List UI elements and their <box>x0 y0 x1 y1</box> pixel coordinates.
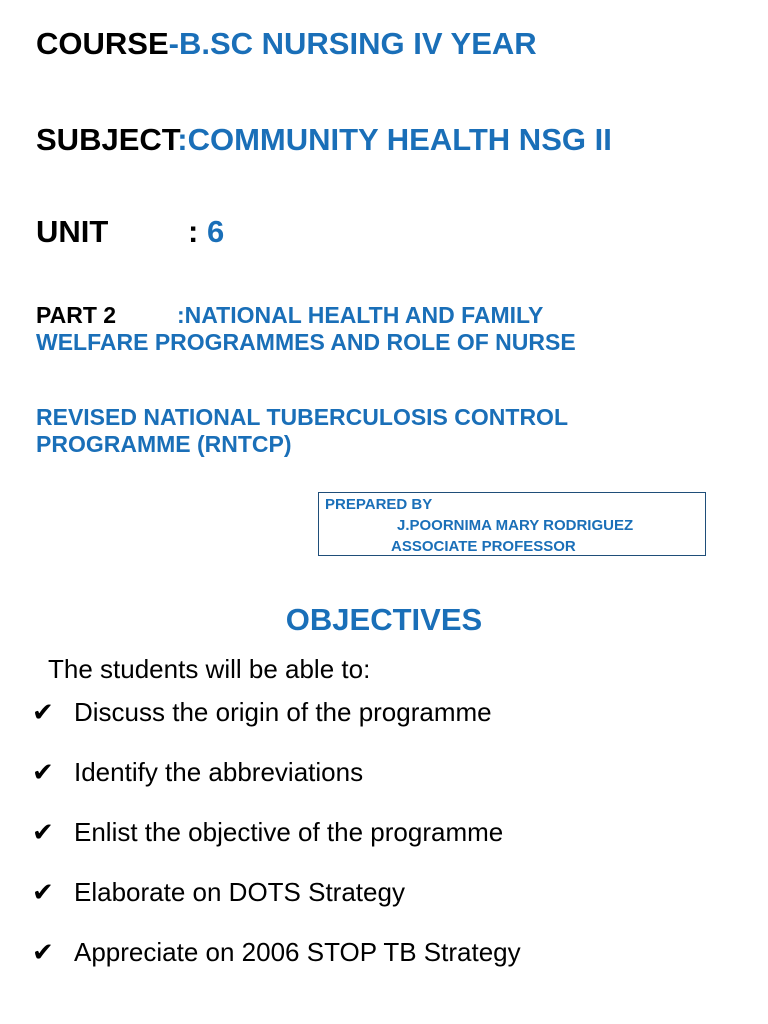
objectives-intro: The students will be able to: <box>48 654 371 684</box>
programme-title <box>36 404 568 458</box>
course-value: -B.SC NURSING IV YEAR <box>168 26 537 61</box>
objective-item <box>32 754 521 814</box>
subject-value: :COMMUNITY HEALTH NSG II <box>177 122 612 157</box>
checkmark-icon: ✔ <box>32 877 54 907</box>
part-title-line-1: :NATIONAL HEALTH AND FAMILY <box>177 302 544 328</box>
checkmark-icon: ✔ <box>32 757 54 787</box>
objectives-heading: OBJECTIVES <box>285 602 483 637</box>
subject-heading <box>36 122 612 158</box>
course-heading <box>36 26 537 62</box>
prepared-by-label: PREPARED BY <box>325 496 433 513</box>
checkmark-icon: ✔ <box>32 937 54 967</box>
objective-text: Discuss the origin of the programme <box>74 697 492 727</box>
objective-item <box>32 814 521 874</box>
prepared-by-box <box>318 492 706 556</box>
checkmark-icon: ✔ <box>32 697 54 727</box>
author-name: J.POORNIMA MARY RODRIGUEZ <box>397 517 634 534</box>
objectives-list <box>32 694 521 994</box>
objective-text: Identify the abbreviations <box>74 757 364 787</box>
unit-label: UNIT <box>36 214 109 249</box>
objective-item <box>32 934 521 994</box>
unit-heading <box>36 214 224 250</box>
objective-text: Enlist the objective of the programme <box>74 817 504 847</box>
objective-text: Elaborate on DOTS Strategy <box>74 877 405 907</box>
part-heading <box>36 302 576 356</box>
part-title-line-2: WELFARE PROGRAMMES AND ROLE OF NURSE <box>36 329 576 355</box>
programme-title-line-2: PROGRAMME (RNTCP) <box>36 431 292 457</box>
author-title: ASSOCIATE PROFESSOR <box>391 538 576 555</box>
unit-value: 6 <box>206 214 225 249</box>
objective-item <box>32 874 521 934</box>
checkmark-icon: ✔ <box>32 817 54 847</box>
course-label: COURSE <box>36 26 169 61</box>
subject-label: SUBJECT <box>36 122 178 157</box>
programme-title-line-1: REVISED NATIONAL TUBERCULOSIS CONTROL <box>36 404 568 430</box>
objective-text: Appreciate on 2006 STOP TB Strategy <box>74 937 521 967</box>
objective-item <box>32 694 521 754</box>
unit-colon: : <box>188 214 199 249</box>
part-label: PART 2 <box>36 302 117 328</box>
